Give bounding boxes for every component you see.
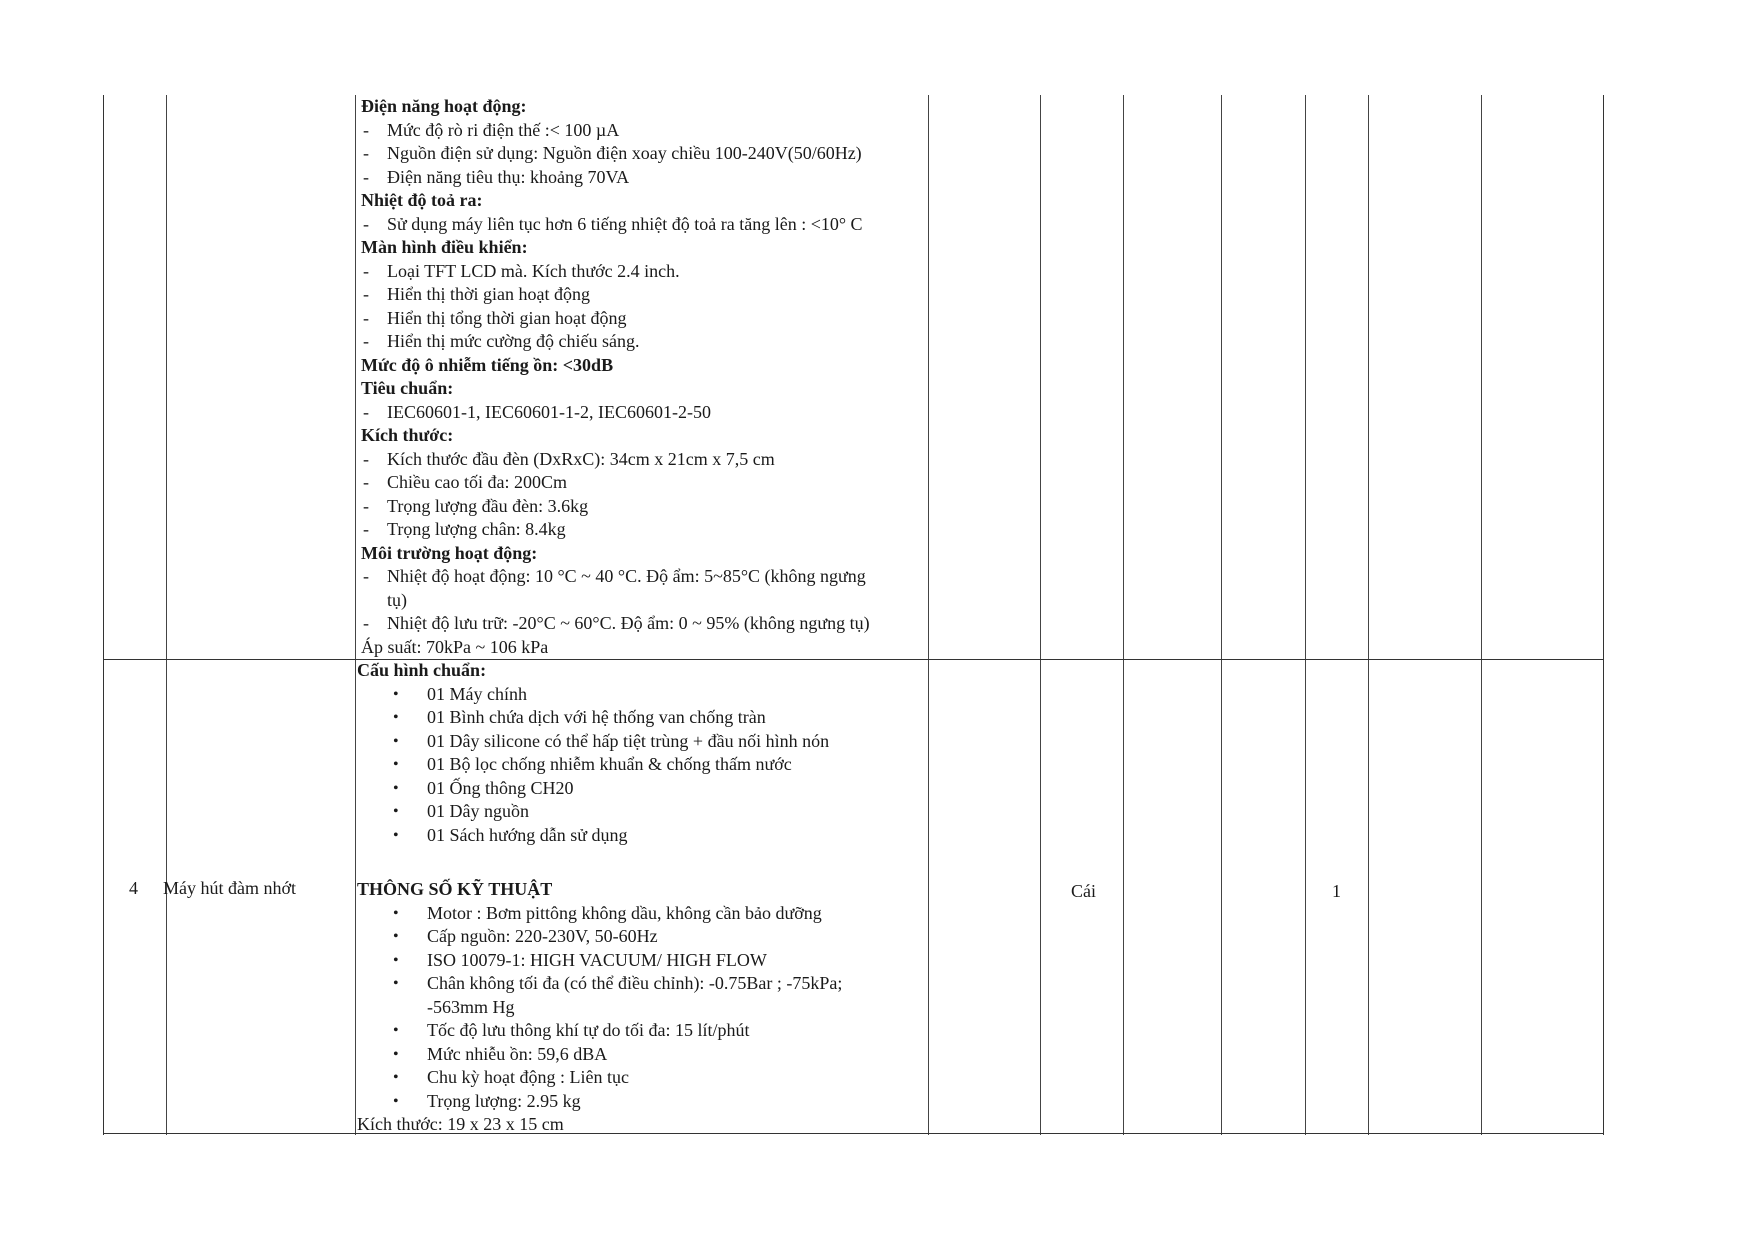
spec-bullet-item: • 01 Dây nguồn (357, 800, 867, 824)
spec-dash-item: - Hiển thị tổng thời gian hoạt động (361, 307, 877, 331)
spec-heading: Điện năng hoạt động: (361, 96, 527, 116)
spec-bullet-item: • 01 Dây silicone có thể hấp tiệt trùng + đầu nối hình nón (357, 730, 867, 754)
spec-bullet-item: • 01 Ống thông CH20 (357, 777, 867, 801)
spec-heading: Nhiệt độ toả ra: (361, 190, 483, 210)
spec-dash-item: - Trọng lượng đầu đèn: 3.6kg (361, 495, 877, 519)
col-divider (1368, 95, 1369, 1135)
spec-dash-item: - IEC60601-1, IEC60601-1-2, IEC60601-2-50 (361, 401, 877, 425)
spec-bullet-item: • Motor : Bơm pittông không dầu, không cần bảo dưỡng (357, 902, 867, 926)
spec-heading: THÔNG SỐ KỸ THUẬT (357, 879, 553, 899)
spec-dash-item: - Chiều cao tối đa: 200Cm (361, 471, 877, 495)
spec-bullet-item: • Chân không tối đa (có thể điều chỉnh): -0.75Bar ; -75kPa; -563mm Hg (357, 972, 867, 1019)
item-unit: Cái (1071, 881, 1096, 901)
spec-heading: Môi trường hoạt động: (361, 542, 538, 563)
spec-table (103, 95, 1604, 1135)
spec-dash-item: - Nhiệt độ hoạt động: 10 °C ~ 40 °C. Độ ẩm: 5~85°C (không ngưng tụ) (361, 565, 877, 612)
spec-cell-row-1 (361, 95, 877, 659)
spec-heading: Mức độ ô nhiễm tiếng ồn: <30dB (361, 354, 614, 375)
spec-bullet-item: • 01 Sách hướng dẫn sử dụng (357, 824, 867, 848)
item-quantity: 1 (1332, 881, 1341, 901)
spec-bullet-item: • 01 Bình chứa dịch với hệ thống van chống tràn (357, 706, 867, 730)
spec-bullet-item: • Tốc độ lưu thông khí tự do tối đa: 15 lít/phút (357, 1019, 867, 1043)
spec-heading: Màn hình điều khiển: (361, 237, 528, 257)
col-divider (1040, 95, 1041, 1135)
spec-bullet-item: • 01 Bộ lọc chống nhiễm khuẩn & chống thấm nước (357, 753, 867, 777)
spec-bullet-item: • 01 Máy chính (357, 683, 867, 707)
item-name: Máy hút đàm nhớt (163, 878, 297, 898)
spec-bullet-item: • Mức nhiễu ồn: 59,6 dBA (357, 1043, 867, 1067)
spec-heading: Tiêu chuẩn: (361, 378, 454, 398)
spec-dash-item: - Hiển thị mức cường độ chiếu sáng. (361, 330, 877, 354)
spec-cell-row-2 (357, 659, 867, 1137)
spec-dash-item: - Điện năng tiêu thụ: khoảng 70VA (361, 166, 877, 190)
spec-spacer (357, 847, 867, 878)
col-divider (166, 95, 167, 1135)
spec-bullet-item: • ISO 10079-1: HIGH VACUUM/ HIGH FLOW (357, 949, 867, 973)
spec-dash-item: - Kích thước đầu đèn (DxRxC): 34cm x 21cm x 7,5 cm (361, 448, 877, 472)
spec-dash-item: - Mức độ rò ri điện thế :< 100 µA (361, 119, 877, 143)
col-divider (355, 95, 356, 1135)
spec-bullet-item: • Chu kỳ hoạt động : Liên tục (357, 1066, 867, 1090)
spec-dash-item: - Trọng lượng chân: 8.4kg (361, 518, 877, 542)
col-divider (1221, 95, 1222, 1135)
spec-line: Áp suất: 70kPa ~ 106 kPa (361, 636, 549, 657)
spec-line: Kích thước: 19 x 23 x 15 cm (357, 1114, 564, 1134)
spec-dash-item: - Nhiệt độ lưu trữ: -20°C ~ 60°C. Độ ẩm: 0 ~ 95% (không ngưng tụ) (361, 612, 877, 636)
spec-dash-item: - Hiển thị thời gian hoạt động (361, 283, 877, 307)
col-divider (1123, 95, 1124, 1135)
col-divider (1305, 95, 1306, 1135)
spec-dash-item: - Sử dụng máy liên tục hơn 6 tiếng nhiệt độ toả ra tăng lên : <10° C (361, 213, 877, 237)
col-divider (1481, 95, 1482, 1135)
spec-heading: Kích thước: (361, 425, 454, 445)
spec-dash-item: - Nguồn điện sử dụng: Nguồn điện xoay chiều 100-240V(50/60Hz) (361, 142, 877, 166)
col-divider (928, 95, 929, 1135)
spec-bullet-item: • Trọng lượng: 2.95 kg (357, 1090, 867, 1114)
spec-bullet-item: • Cấp nguồn: 220-230V, 50-60Hz (357, 925, 867, 949)
spec-heading: Cấu hình chuẩn: (357, 660, 487, 680)
spec-dash-item: - Loại TFT LCD mà. Kích thước 2.4 inch. (361, 260, 877, 284)
item-number: 4 (129, 878, 138, 898)
